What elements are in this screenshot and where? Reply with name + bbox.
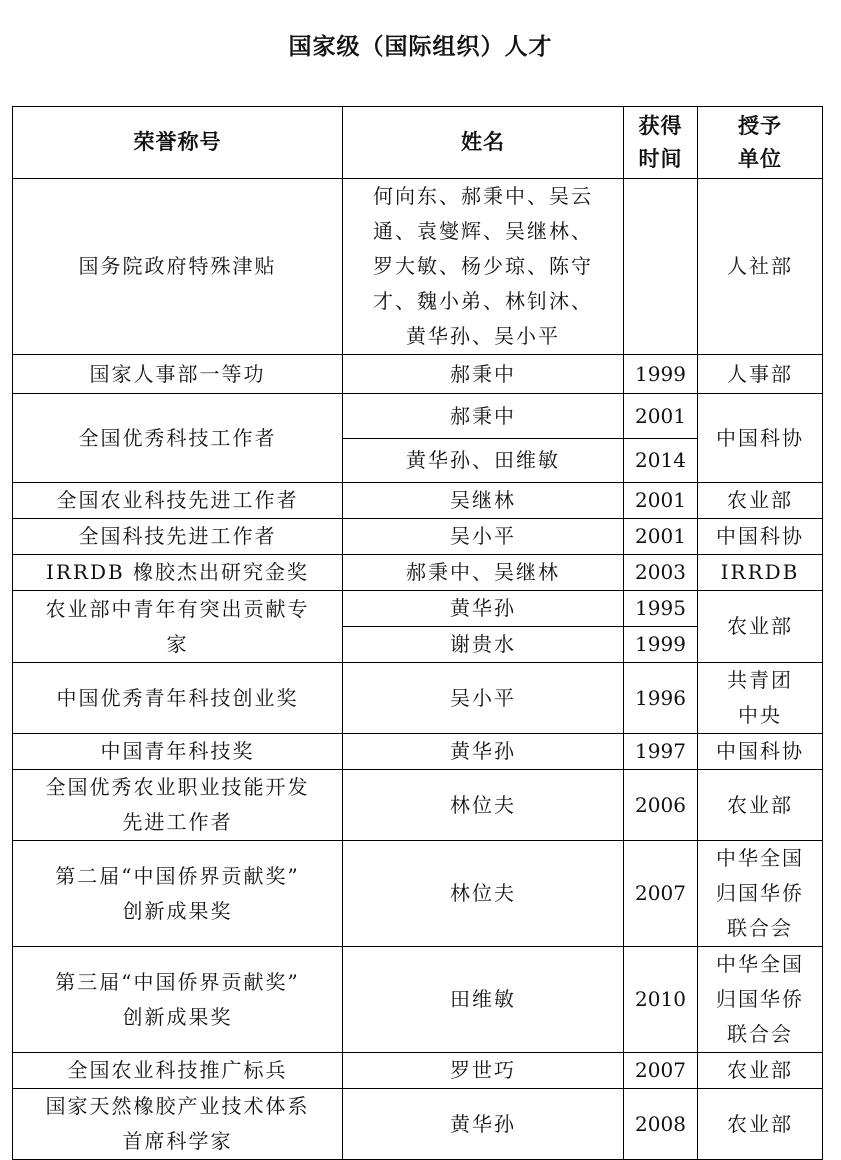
name-cell: 吴小平 — [343, 663, 624, 734]
honor-cell: 中国优秀青年科技创业奖 — [13, 663, 343, 734]
table-row — [13, 734, 823, 770]
year-cell: 2010 — [624, 947, 698, 1053]
unit-cell: 农业部 — [698, 483, 823, 519]
year-cell: 2001 — [624, 394, 698, 439]
header-unit — [698, 107, 823, 179]
header-unit-line2: 单位 — [738, 146, 782, 171]
unit-cell: 农业部 — [698, 1089, 823, 1160]
unit-line: 中华全国 — [716, 846, 804, 870]
name-cell: 郝秉中 — [343, 355, 624, 394]
unit-cell: 中国科协 — [698, 394, 823, 483]
honor-cell: 全国优秀科技工作者 — [13, 394, 343, 483]
year-cell: 2007 — [624, 841, 698, 947]
name-cell: 黄华孙 — [343, 591, 624, 627]
year-cell: 1999 — [624, 627, 698, 663]
honor-line: 国家天然橡胶产业技术体系 — [45, 1094, 310, 1118]
honors-table — [12, 106, 823, 1160]
name-cell: 黄华孙 — [343, 734, 624, 770]
year-cell: 2014 — [624, 439, 698, 483]
year-cell: 1995 — [624, 591, 698, 627]
unit-line: 中央 — [738, 703, 782, 727]
honor-line: 第二届“中国侨界贡献奖” — [55, 863, 300, 888]
year-cell: 2001 — [624, 483, 698, 519]
honor-cell: 国务院政府特殊津贴 — [13, 179, 343, 355]
name-cell: 黄华孙、田维敏 — [343, 439, 624, 483]
table-row — [13, 355, 823, 394]
name-cell: 郝秉中 — [343, 394, 624, 439]
honor-cell — [13, 947, 343, 1053]
table-row — [13, 394, 823, 439]
unit-cell: 农业部 — [698, 770, 823, 841]
unit-cell: 中国科协 — [698, 519, 823, 555]
unit-line: 联合会 — [727, 916, 793, 940]
header-time — [624, 107, 698, 179]
name-cell: 谢贵水 — [343, 627, 624, 663]
unit-cell: IRRDB — [698, 555, 823, 591]
name-cell — [343, 179, 624, 355]
unit-cell: 农业部 — [698, 1053, 823, 1089]
honor-line: 创新成果奖 — [122, 898, 233, 923]
table-header-row — [13, 107, 823, 179]
honor-cell: 全国农业科技先进工作者 — [13, 483, 343, 519]
unit-line: 中华全国 — [716, 952, 804, 976]
honor-cell: IRRDB 橡胶杰出研究金奖 — [13, 555, 343, 591]
year-cell: 2006 — [624, 770, 698, 841]
honor-cell: 全国科技先进工作者 — [13, 519, 343, 555]
name-cell: 罗世巧 — [343, 1053, 624, 1089]
name-line: 罗大敏、杨少琼、陈守 — [373, 254, 593, 278]
table-row — [13, 1053, 823, 1089]
unit-line: 联合会 — [727, 1022, 793, 1046]
unit-cell — [698, 663, 823, 734]
honor-line: 全国优秀农业职业技能开发 — [45, 775, 310, 799]
name-cell: 吴小平 — [343, 519, 624, 555]
name-cell: 林位夫 — [343, 841, 624, 947]
table-row — [13, 179, 823, 355]
name-line: 何向东、郝秉中、吴云 — [373, 184, 593, 208]
honor-cell — [13, 841, 343, 947]
honor-line: 创新成果奖 — [122, 1004, 233, 1029]
year-cell: 2007 — [624, 1053, 698, 1089]
honor-line: 先进工作者 — [122, 810, 233, 834]
honor-line: 第三届“中国侨界贡献奖” — [55, 969, 300, 994]
header-time-line2: 时间 — [638, 146, 683, 171]
year-cell: 1996 — [624, 663, 698, 734]
page-title: 国家级（国际组织）人才 — [288, 34, 553, 60]
name-cell: 田维敏 — [343, 947, 624, 1053]
unit-line: 归国华侨 — [716, 881, 804, 905]
name-cell: 黄华孙 — [343, 1089, 624, 1160]
table-row — [13, 555, 823, 591]
table-row — [13, 591, 823, 627]
year-cell: 2003 — [624, 555, 698, 591]
name-cell: 吴继林 — [343, 483, 624, 519]
honor-line: 家 — [166, 631, 189, 656]
unit-line: 归国华侨 — [716, 987, 804, 1011]
honor-cell: 中国青年科技奖 — [13, 734, 343, 770]
header-unit-line1: 授予 — [738, 113, 782, 138]
unit-cell: 人事部 — [698, 355, 823, 394]
name-line: 黄华孙、吴小平 — [406, 324, 560, 348]
year-cell: 2008 — [624, 1089, 698, 1160]
table-row — [13, 519, 823, 555]
table-row — [13, 947, 823, 1053]
table-row — [13, 1089, 823, 1160]
table-row — [13, 770, 823, 841]
unit-cell: 农业部 — [698, 591, 823, 663]
honor-cell — [13, 1089, 343, 1160]
year-cell — [624, 179, 698, 355]
honor-line: 农业部中青年有突出贡献专 — [45, 596, 310, 621]
honor-cell: 国家人事部一等功 — [13, 355, 343, 394]
unit-cell: 人社部 — [698, 179, 823, 355]
name-cell: 郝秉中、吴继林 — [343, 555, 624, 591]
unit-cell — [698, 947, 823, 1053]
honor-cell: 全国农业科技推广标兵 — [13, 1053, 343, 1089]
unit-cell: 中国科协 — [698, 734, 823, 770]
header-honor: 荣誉称号 — [13, 107, 343, 179]
year-cell: 1997 — [624, 734, 698, 770]
year-cell: 2001 — [624, 519, 698, 555]
table-row — [13, 841, 823, 947]
header-name: 姓名 — [343, 107, 624, 179]
table-row — [13, 483, 823, 519]
unit-cell — [698, 841, 823, 947]
year-cell: 1999 — [624, 355, 698, 394]
honor-cell — [13, 770, 343, 841]
name-cell: 林位夫 — [343, 770, 624, 841]
honor-cell — [13, 591, 343, 663]
honor-line: 首席科学家 — [122, 1129, 233, 1153]
unit-line: 共青团 — [727, 668, 793, 692]
table-row — [13, 663, 823, 734]
name-line: 才、魏小弟、林钊沐、 — [373, 289, 593, 313]
header-time-line1: 获得 — [638, 113, 683, 138]
name-line: 通、袁燮辉、吴继林、 — [373, 219, 593, 243]
